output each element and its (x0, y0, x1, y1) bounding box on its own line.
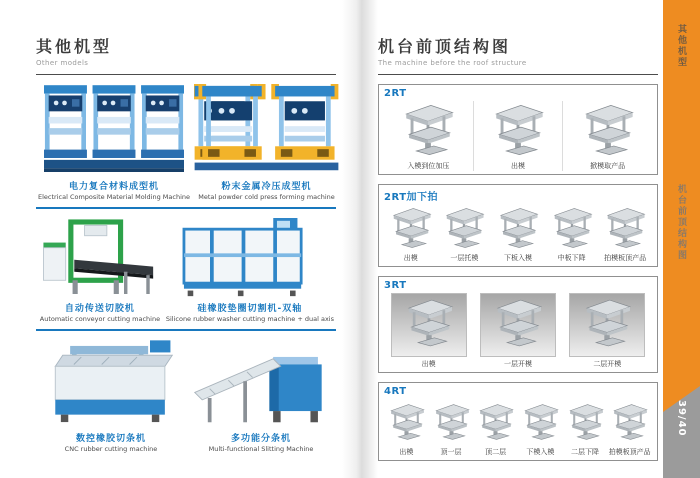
press-structure-diagram (601, 205, 649, 251)
page-spine-shadow (342, 0, 378, 478)
machine-caption-cn: 自动传送切胶机 (64, 304, 135, 314)
machine-cell (36, 340, 186, 453)
machine-caption-cn: 硅橡胶垫圈切割机-双轴 (197, 304, 303, 314)
step (563, 101, 652, 171)
side-tab-other-models: 其他机型 (676, 24, 686, 68)
machine-caption-cn: 粉末金属冷压成型机 (221, 182, 312, 192)
step (384, 205, 438, 263)
press-structure-diagram (570, 101, 646, 159)
press-structure-diagram (397, 296, 461, 350)
machine-caption-cn: 多功能分条机 (230, 434, 291, 444)
press-structure-diagram (486, 296, 550, 350)
step (473, 399, 518, 457)
page-title: 其他机型 (36, 37, 113, 56)
machine-cell (36, 218, 164, 323)
slitting-machine-image (191, 340, 331, 428)
step (384, 101, 474, 171)
step-caption: 一层开模 (503, 360, 532, 368)
step-caption: 下板入模 (503, 254, 532, 262)
step (491, 205, 545, 263)
step-caption: 掀模取产品 (590, 162, 626, 170)
step (598, 205, 652, 263)
section-2rt (378, 84, 658, 175)
machine-caption-en: Metal powder cold press forming machine (198, 193, 335, 201)
step (438, 205, 492, 263)
section-3rt (378, 276, 658, 373)
machine-cell (192, 84, 341, 201)
press-structure-diagram (520, 399, 561, 445)
press-structure-diagram (480, 101, 556, 159)
press-structure-diagram (390, 101, 466, 159)
machine-caption-cn: 电力复合材料成型机 (69, 182, 160, 192)
cnc-rubber-cutting-machine-image (46, 340, 176, 428)
page-subtitle: The machine before the roof structure (378, 59, 527, 67)
section-label: 3RT (384, 280, 407, 291)
press-structure-diagram (386, 399, 427, 445)
page-title: 机台前顶结构图 (378, 37, 512, 56)
right-page (378, 34, 658, 461)
header-rule (378, 74, 658, 75)
press-structure-diagram (565, 399, 606, 445)
press-structure-diagram (609, 399, 650, 445)
diagram-panel (569, 293, 645, 357)
step-caption: 二层下降 (571, 448, 600, 456)
machine-caption-cn: 数控橡胶切条机 (75, 434, 146, 444)
machine-row-1 (36, 84, 336, 201)
step-caption: 二层开模 (593, 360, 622, 368)
step-caption: 出模 (421, 360, 436, 368)
step (607, 399, 652, 457)
step-caption: 出模 (511, 162, 525, 170)
machine-caption-en: Automatic conveyor cutting machine (39, 315, 161, 323)
section-label: 4RT (384, 386, 407, 397)
section-label: 2RT加下拍 (384, 192, 439, 203)
right-page-header (378, 34, 658, 75)
step-caption: 入模到位加压 (407, 162, 450, 170)
step (384, 293, 473, 369)
left-page-header (36, 34, 336, 75)
side-tab-roof-structure: 机台前顶结构图 (676, 184, 686, 261)
step-caption: 一层托模 (450, 254, 479, 262)
step-caption: 顶一层 (440, 448, 462, 456)
step-caption: 下模入模 (526, 448, 555, 456)
step (518, 399, 563, 457)
row-divider-rule (36, 329, 336, 331)
machine-row-3 (36, 340, 336, 453)
step-caption: 出模 (403, 254, 418, 262)
machine-caption-en: Silicone rubber washer cutting machine + dual axis (165, 315, 334, 323)
press-structure-diagram (440, 205, 488, 251)
press-structure-diagram (475, 399, 516, 445)
conveyor-cutting-machine-image (40, 218, 160, 298)
side-tab-bar (663, 0, 700, 478)
step (563, 293, 652, 369)
step-caption: 出模 (399, 448, 414, 456)
press-structure-diagram (494, 205, 542, 251)
machine-caption-en: Electrical Composite Material Molding Machine (38, 193, 191, 201)
press-structure-diagram (548, 205, 596, 251)
page-subtitle: Other models (36, 59, 89, 67)
step-caption: 中板下降 (557, 254, 586, 262)
diagram-panel (480, 293, 556, 357)
machine-cell (36, 84, 192, 201)
step (429, 399, 474, 457)
machine-cell (186, 340, 336, 453)
left-page (36, 34, 336, 453)
machine-row-2 (36, 218, 336, 323)
machine-cell (164, 218, 336, 323)
section-label: 2RT (384, 88, 407, 99)
section-2rt-plus (378, 184, 658, 267)
washer-cutting-machine-image (180, 218, 320, 298)
step (473, 293, 562, 369)
step (545, 205, 599, 263)
section-4rt (378, 382, 658, 461)
step (384, 399, 429, 457)
page-number: 39/40 (676, 400, 687, 437)
diagram-panel (391, 293, 467, 357)
step (563, 399, 608, 457)
electrical-composite-molding-machine-image (44, 84, 184, 176)
row-divider-rule (36, 207, 336, 209)
press-structure-diagram (575, 296, 639, 350)
step-caption: 顶二层 (485, 448, 507, 456)
step-caption: 拍模板顶产品 (608, 448, 651, 456)
press-structure-diagram (431, 399, 472, 445)
metal-powder-press-machine-image (194, 84, 339, 176)
header-rule (36, 74, 336, 75)
step (474, 101, 564, 171)
machine-caption-en: Multi-functional Slitting Machine (208, 445, 314, 453)
machine-caption-en: CNC rubber cutting machine (64, 445, 158, 453)
press-structure-diagram (387, 205, 435, 251)
step-caption: 拍模板顶产品 (604, 254, 647, 262)
